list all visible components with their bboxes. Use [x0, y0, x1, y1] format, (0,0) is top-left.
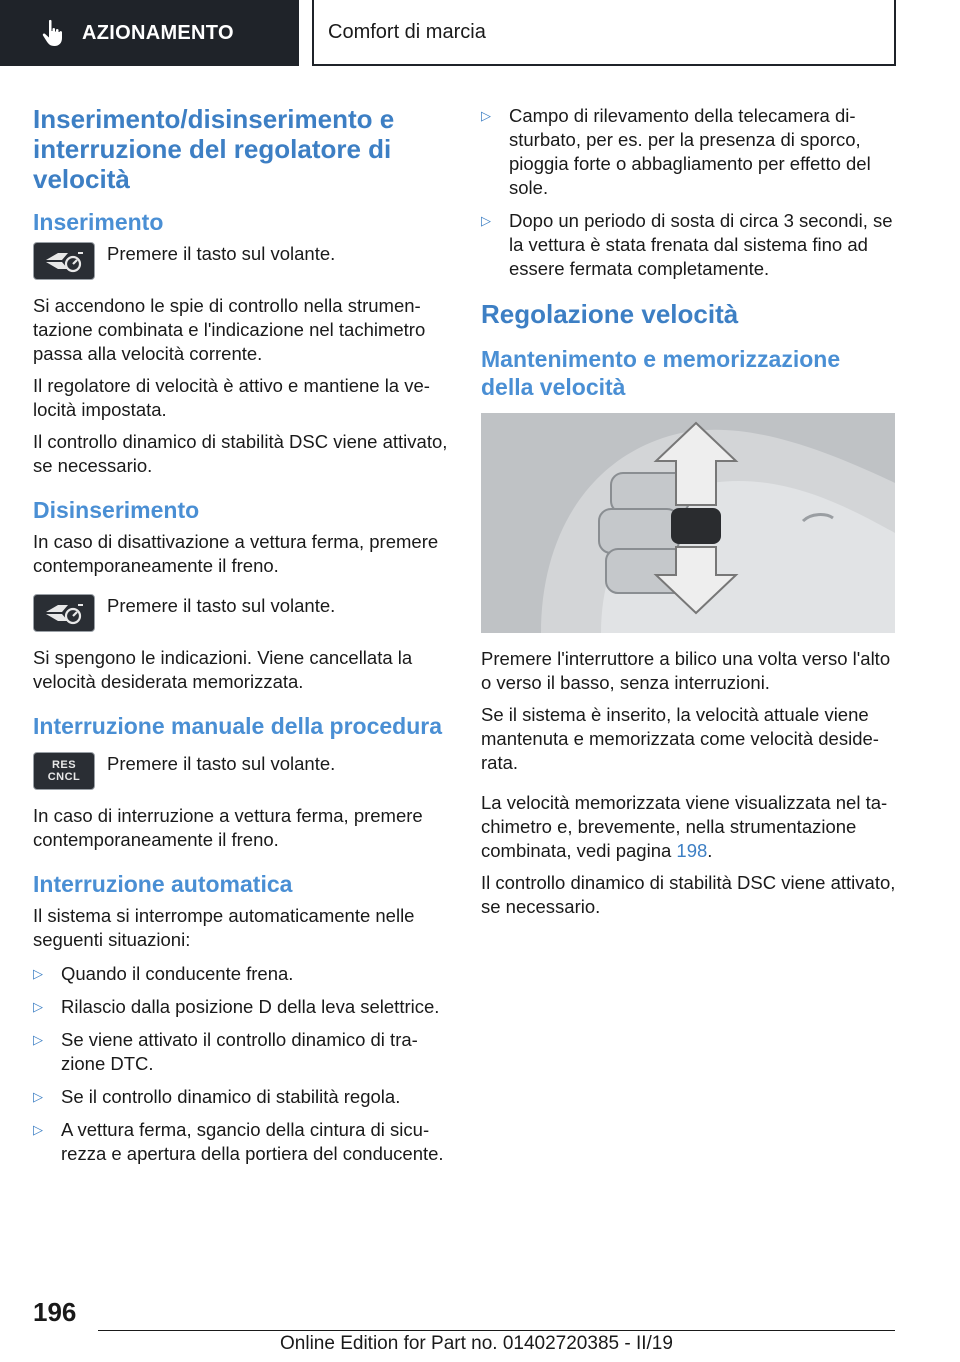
- paragraph: Il regolatore di velocità è attivo e mantiene la velocità impostata.: [33, 375, 430, 420]
- paragraph: Il sistema si interrompe automaticamente nelle seguenti situazioni:: [33, 905, 415, 950]
- bullet-list-continued: [481, 104, 896, 281]
- footer-divider: [98, 1330, 895, 1331]
- page-reference-link[interactable]: 198: [676, 840, 708, 861]
- triangle-bullet-icon: ▷: [33, 999, 43, 1014]
- triangle-bullet-icon: ▷: [33, 966, 43, 981]
- steering-wheel-illustration: [481, 413, 895, 633]
- list-item: ▷ Rilascio dalla posizione D della leva selettrice.: [33, 996, 440, 1017]
- triangle-bullet-icon: ▷: [33, 1032, 43, 1047]
- heading-mantenimento: Mantenimento e memorizzazione della velocità: [481, 346, 841, 400]
- paragraph: Il controllo dinamico di stabilità DSC viene attivato, se necessario.: [33, 431, 448, 476]
- button-instruction: Premere il tasto sul volante.: [107, 753, 336, 774]
- chapter-title: Comfort di marcia: [328, 20, 486, 43]
- triangle-bullet-icon: ▷: [481, 213, 491, 228]
- key-label-res: RES: [51, 759, 77, 771]
- list-item: ▷ A vettura ferma, sgancio della cintura di sicurezza e apertura della portiera del conducente.: [33, 1119, 444, 1164]
- right-column: [481, 104, 896, 927]
- page-number: 196: [33, 1297, 77, 1327]
- res-cncl-button-row: [33, 752, 448, 790]
- button-instruction: Premere il tasto sul volante.: [107, 243, 336, 264]
- paragraph: Si spengono le indicazioni. Viene cancellata la velocità desiderata memorizzata.: [33, 647, 413, 692]
- list-item: ▷ Campo di rilevamento della telecamera disturbato, per es. per la presenza di sporco, pioggia forte o abbagliamento per effetto del sole.: [481, 105, 871, 198]
- header-section-tab: [0, 0, 299, 66]
- footer-edition: Online Edition for Part no. 01402720385 - II/19: [280, 1333, 673, 1354]
- list-item: ▷ Dopo un periodo di sosta di circa 3 secondi, se la vettura è stata frenata dal sistema fino ad essere fermata completamente.: [481, 210, 893, 279]
- heading-interruzione-manuale: Interruzione manuale della procedura: [33, 713, 442, 739]
- list-item: ▷ Se viene attivato il controllo dinamico di trazione DTC.: [33, 1029, 418, 1074]
- triangle-bullet-icon: ▷: [33, 1122, 43, 1137]
- paragraph: Premere l'interruttore a bilico una volta verso l'alto o verso il basso, senza interruzioni.: [481, 648, 891, 693]
- heading-interruzione-automatica: Interruzione automatica: [33, 871, 293, 897]
- cruise-control-icon: [33, 594, 95, 632]
- list-item: ▷ Se il controllo dinamico di stabilità regola.: [33, 1086, 401, 1107]
- paragraph: In caso di interruzione a vettura ferma, premere contemporaneamente il freno.: [33, 805, 423, 850]
- res-cncl-key-icon: [33, 752, 95, 790]
- cruise-button-row: [33, 242, 448, 280]
- paragraph: In caso di disattivazione a vettura ferma, premere contemporaneamente il freno.: [33, 531, 439, 576]
- paragraph: Si accendono le spie di controllo nella strumentazione combinata e l'indicazione nel tachimetro passa alla velocità corrente.: [33, 295, 426, 364]
- cruise-control-icon: [33, 242, 95, 280]
- header-chapter-tab: [312, 0, 896, 66]
- hand-pointer-icon: [38, 18, 68, 48]
- left-column: [33, 104, 448, 1175]
- button-instruction: Premere il tasto sul volante.: [107, 595, 336, 616]
- section-title: AZIONAMENTO: [82, 21, 234, 44]
- cruise-button-row: [33, 594, 448, 632]
- paragraph-with-page-ref: La velocità memorizzata viene visualizzata nel tachimetro e, brevemente, nella strumentazione combinata, vedi pagina 198.: [481, 792, 888, 861]
- list-item: ▷ Quando il conducente frena.: [33, 963, 294, 984]
- triangle-bullet-icon: ▷: [33, 1089, 43, 1104]
- paragraph: Il controllo dinamico di stabilità DSC viene attivato, se necessario.: [481, 872, 896, 917]
- main-heading: Inserimento/disinserimento e interruzione del regolatore di velocità: [33, 104, 395, 194]
- heading-disinserimento: Disinserimento: [33, 497, 200, 523]
- bullet-list: [33, 962, 448, 1166]
- heading-regolazione-velocita: Regolazione velocità: [481, 299, 739, 329]
- heading-inserimento: Inserimento: [33, 209, 164, 235]
- paragraph: Se il sistema è inserito, la velocità attuale viene mantenuta e memorizzata come velocità desiderata.: [481, 704, 879, 773]
- triangle-bullet-icon: ▷: [481, 108, 491, 123]
- key-label-cncl: CNCL: [47, 771, 81, 783]
